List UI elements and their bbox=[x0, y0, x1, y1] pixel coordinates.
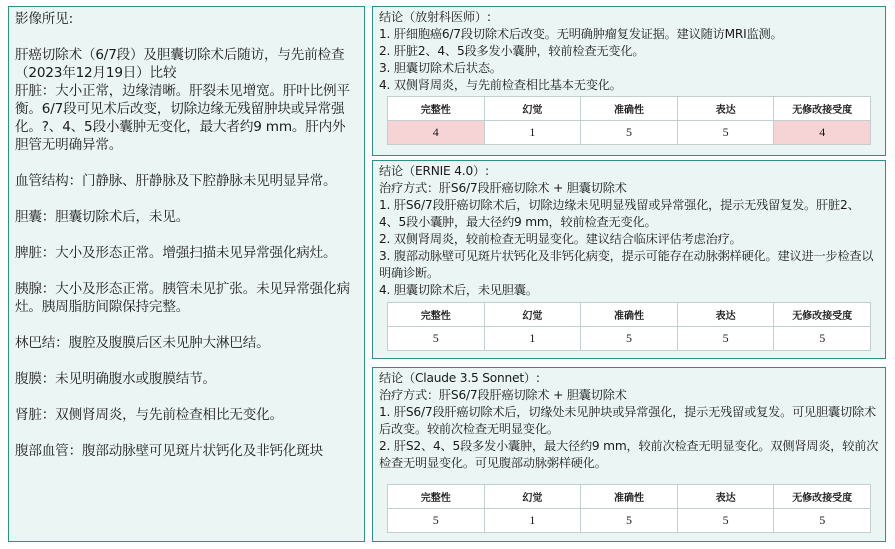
score-cell: 5 bbox=[581, 509, 678, 533]
score-row bbox=[388, 121, 871, 145]
score-cell: 5 bbox=[677, 327, 774, 351]
score-cell: 5 bbox=[677, 509, 774, 533]
conclusion-line: 1. 肝S6/7段肝癌切除术后，切缘处未见肿块或异常强化，提示无残留或复发。可见胆囊切除术后改变。较前次检查无明显变化。 bbox=[379, 405, 876, 436]
header-hallucination: 幻觉 bbox=[484, 485, 581, 509]
header-accuracy: 准确性 bbox=[581, 303, 678, 327]
score-cell: 5 bbox=[774, 509, 871, 533]
conclusion-line: 4. 双侧肾周炎，与先前检查相比基本无变化。 bbox=[379, 78, 622, 92]
header-accuracy: 准确性 bbox=[581, 97, 678, 121]
findings-panel bbox=[8, 6, 365, 542]
conclusion-radiologist-panel bbox=[372, 6, 886, 156]
header-accuracy: 准确性 bbox=[581, 485, 678, 509]
header-acceptance: 无修改接受度 bbox=[774, 303, 871, 327]
score-table bbox=[387, 302, 871, 351]
score-row bbox=[388, 327, 871, 351]
header-completeness: 完整性 bbox=[388, 303, 485, 327]
findings-paragraph: 胰腺：大小及形态正常。胰管未见扩张。未见异常强化病灶。胰周脂肪间隙保持完整。 bbox=[15, 281, 350, 315]
findings-paragraph: 林巴结：腹腔及腹膜后区未见肿大淋巴结。 bbox=[15, 335, 270, 351]
score-cell: 5 bbox=[388, 509, 485, 533]
header-expression: 表达 bbox=[677, 303, 774, 327]
score-cell: 1 bbox=[484, 327, 581, 351]
conclusion-line: 1. 肝S6/7段肝癌切除术后，切除边缘未见明显残留或异常强化，提示无残留复发。肝脏2、4、5段小囊肿，最大径约9 mm，较前检查无变化。 bbox=[379, 198, 860, 229]
header-acceptance: 无修改接受度 bbox=[774, 97, 871, 121]
conclusion-line: 3. 腹部动脉壁可见斑片状钙化及非钙化病变，提示可能存在动脉粥样硬化。建议进一步检查以明确诊断。 bbox=[379, 249, 874, 280]
header-acceptance: 无修改接受度 bbox=[774, 485, 871, 509]
findings-paragraph: 脾脏：大小及形态正常。增强扫描未见异常强化病灶。 bbox=[15, 245, 337, 261]
score-row bbox=[388, 509, 871, 533]
conclusion-line: 1. 肝细胞癌6/7段切除术后改变。无明确肿瘤复发证据。建议随访MRI监测。 bbox=[379, 27, 783, 41]
score-cell: 4 bbox=[388, 121, 485, 145]
findings-title: 影像所见: bbox=[15, 11, 73, 27]
conclusion-line: 2. 肝脏2、4、5段多发小囊肿，较前检查无变化。 bbox=[379, 44, 645, 58]
conclusion-line: 4. 胆囊切除术后，未见胆囊。 bbox=[379, 283, 538, 297]
conclusion-title: 结论（放射科医师）: bbox=[379, 10, 491, 24]
conclusion-line: 2. 肝S2、4、5段多发小囊肿，最大径约9 mm，较前次检查无明显变化。双侧肾周炎，较前次检查无明显变化。可见腹部动脉粥样硬化。 bbox=[379, 439, 879, 470]
header-completeness: 完整性 bbox=[388, 485, 485, 509]
conclusion-line: 治疗方式：肝S6/7段肝癌切除术 + 胆囊切除术 bbox=[379, 181, 627, 195]
score-cell: 1 bbox=[484, 509, 581, 533]
header-hallucination: 幻觉 bbox=[484, 303, 581, 327]
score-header-row bbox=[388, 303, 871, 327]
findings-paragraph: 胆囊：胆囊切除术后，未见。 bbox=[15, 209, 190, 225]
score-cell: 1 bbox=[484, 121, 581, 145]
conclusion-title: 结论（ERNIE 4.0）: bbox=[379, 164, 489, 178]
findings-paragraph: 肝癌切除术（6/7段）及胆囊切除术后随访，与先前检查（2023年12月19日）比较 bbox=[15, 47, 345, 81]
header-expression: 表达 bbox=[677, 485, 774, 509]
header-expression: 表达 bbox=[677, 97, 774, 121]
findings-paragraph: 腹部血管：腹部动脉壁可见斑片状钙化及非钙化斑块 bbox=[15, 443, 324, 459]
score-cell: 5 bbox=[581, 121, 678, 145]
findings-paragraph: 肾脏：双侧肾周炎，与先前检查相比无变化。 bbox=[15, 407, 283, 423]
score-table bbox=[387, 96, 871, 145]
header-hallucination: 幻觉 bbox=[484, 97, 581, 121]
conclusion-line: 2. 双侧肾周炎，较前检查无明显变化。建议结合临床评估考虑治疗。 bbox=[379, 232, 742, 246]
score-cell: 4 bbox=[774, 121, 871, 145]
header-completeness: 完整性 bbox=[388, 97, 485, 121]
score-header-row bbox=[388, 485, 871, 509]
conclusion-line: 3. 胆囊切除术后状态。 bbox=[379, 61, 502, 75]
conclusion-title: 结论（Claude 3.5 Sonnet）: bbox=[379, 371, 540, 385]
conclusion-claude-panel bbox=[372, 367, 886, 542]
conclusion-ernie-panel bbox=[372, 160, 886, 359]
score-cell: 5 bbox=[774, 327, 871, 351]
score-header-row bbox=[388, 97, 871, 121]
conclusion-line: 治疗方式：肝S6/7段肝癌切除术 + 胆囊切除术 bbox=[379, 388, 627, 402]
score-cell: 5 bbox=[677, 121, 774, 145]
score-table bbox=[387, 484, 871, 533]
score-cell: 5 bbox=[388, 327, 485, 351]
findings-paragraph: 腹膜：未见明确腹水或腹膜结节。 bbox=[15, 371, 216, 387]
findings-paragraph: 血管结构：门静脉、肝静脉及下腔静脉未见明显异常。 bbox=[15, 173, 337, 189]
score-cell: 5 bbox=[581, 327, 678, 351]
findings-paragraph: 肝脏：大小正常，边缘清晰。肝裂未见增宽。肝叶比例平衡。6/7段可见术后改变，切除边缘无残留肿块或异常强化。?、4、5段小囊肿无变化，最大者约9 mm。肝内外胆管无明确异常。 bbox=[15, 83, 350, 153]
